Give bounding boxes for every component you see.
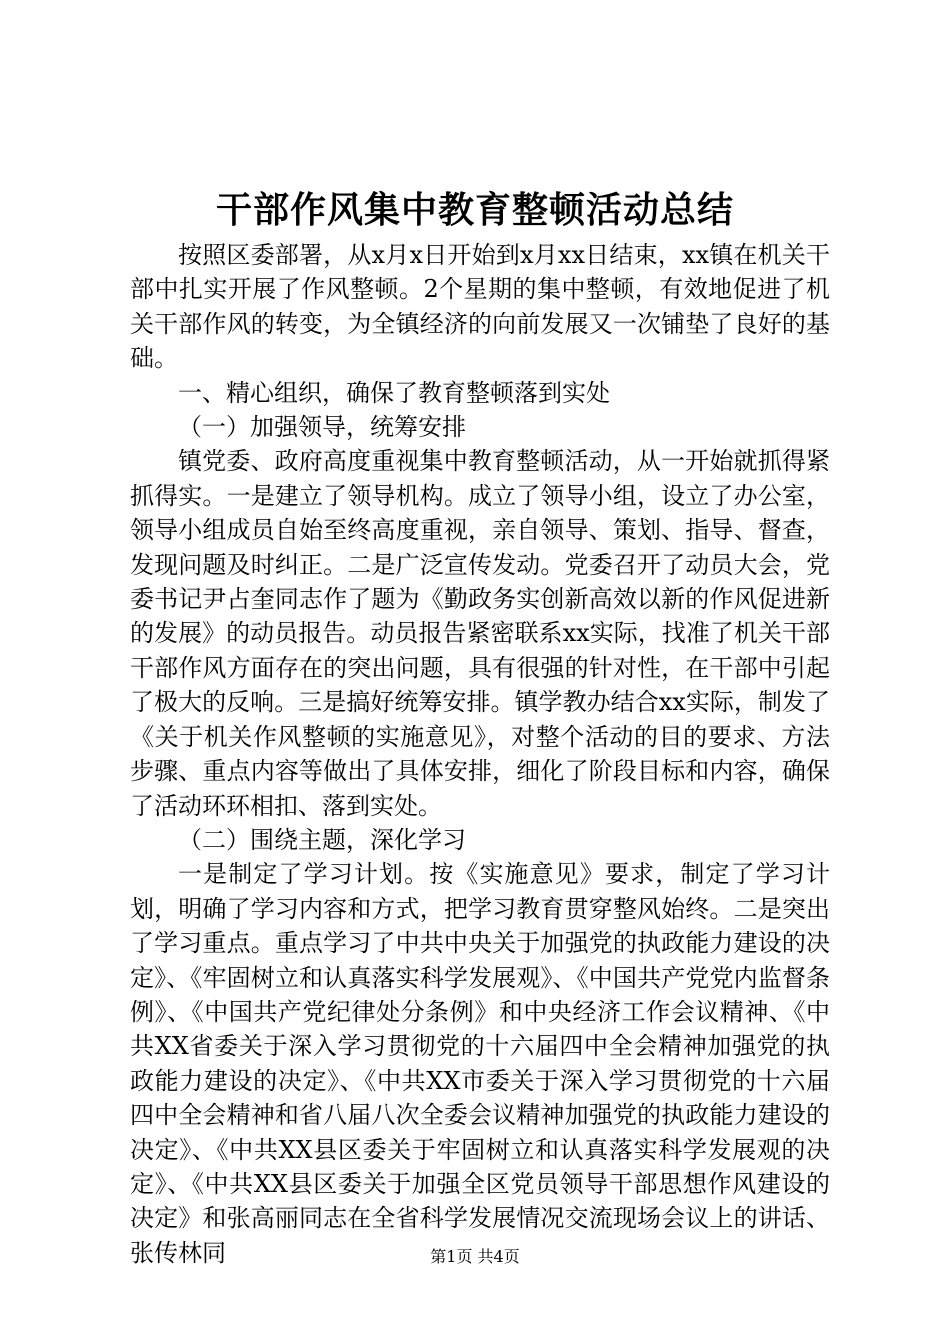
paragraph-study: 一是制定了学习计划。按《实施意见》要求，制定了学习计划，明确了学习内容和方式，把学习教育贯穿整风始终。二是突出了学习重点。重点学习了中共中央关于加强党的执政能力建设的决定》、《牢固树立和认真落实科学发展观》、《中国共产党党内监督条例》、《中国共产党纪律处分条例》和中央经济工作会议精神、《中共XX省委关于深入学习贯彻党的十六届四中全会精神加强党的执政能力建设的决定》、《中共XX市委关于深入学习贯彻党的十六届四中全会精神和省八届八次全委会议精神加强党的执政能力建设的决定》、《中共XX县区委关于牢固树立和认真落实科学发展观的决定》、《中共XX县区委关于加强全区党员领导干部思想作风建设的决定》和张高丽同志在全省科学发展情况交流现场会议上的讲话、张传林同 xyxy=(130,860,830,1267)
subsection-heading-2: （二）围绕主题，深化学习 xyxy=(178,825,466,854)
page-number-footer: 第1页 共4页 xyxy=(430,1247,520,1266)
document-title: 干部作风集中教育整顿活动总结 xyxy=(215,189,734,231)
paragraph-leadership: 镇党委、政府高度重视集中教育整顿活动，从一开始就抓得紧抓得实。一是建立了领导机构。成立了领导小组，设立了办公室，领导小组成员自始至终高度重视，亲自领导、策划、指导、督查，发现问题及时纠正。二是广泛宣传发动。党委召开了动员大会，党委书记尹占奎同志作了题为《勤政务实创新高效以新的作风促进新的发展》的动员报告。动员报告紧密联系xx实际，找准了机关干部干部作风方面存在的突出问题，具有很强的针对性，在干部中引起了极大的反响。三是搞好统筹安排。镇学教办结合xx实际，制发了《关于机关作风整顿的实施意见》，对整个活动的目的要求、方法步骤、重点内容等做出了具体安排，细化了阶段目标和内容，确保了活动环环相扣、落到实处。 xyxy=(130,447,830,820)
section-heading-1: 一、精心组织，确保了教育整顿落到实处 xyxy=(178,378,610,407)
paragraph-intro: 按照区委部署，从x月x日开始到x月xx日结束，xx镇在机关干部中扎实开展了作风整顿。2个星期的集中整顿，有效地促进了机关干部作风的转变，为全镇经济的向前发展又一次铺垫了良好的基础。 xyxy=(130,241,830,373)
document-body xyxy=(130,238,830,1270)
subsection-heading-1: （一）加强领导，统筹安排 xyxy=(178,413,466,442)
